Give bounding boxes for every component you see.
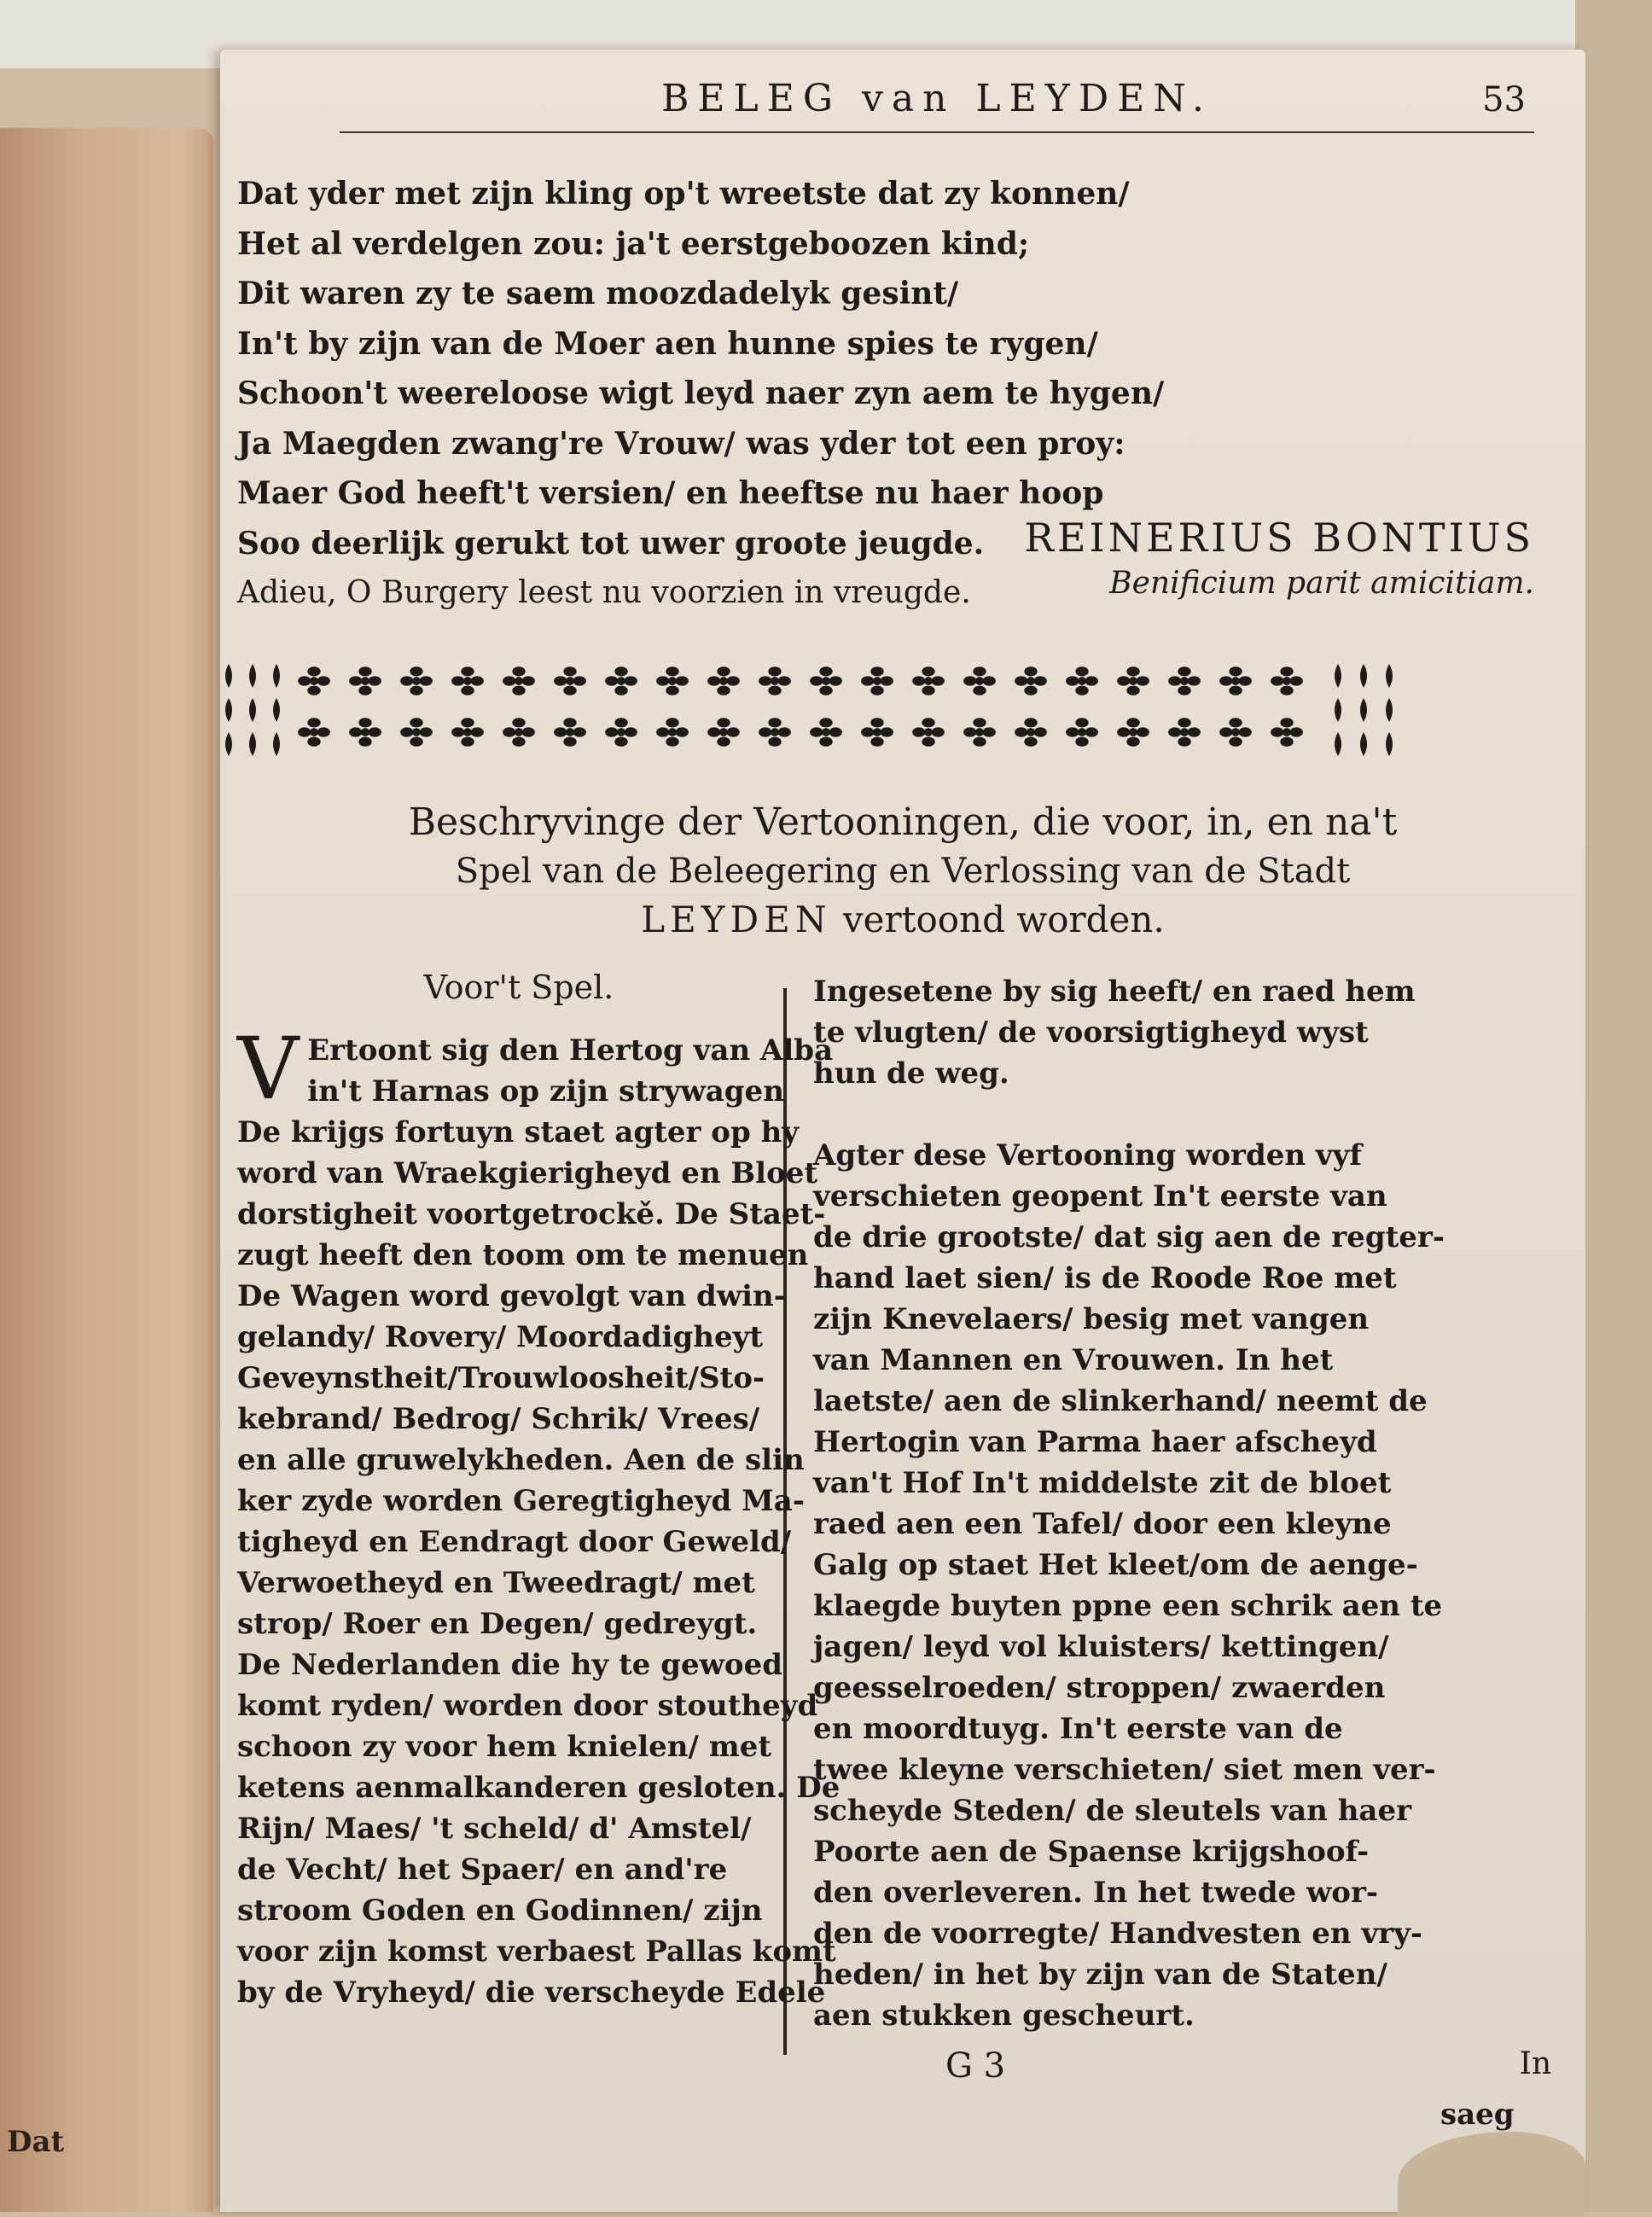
right-column-text-a [813,971,1416,1094]
title-city: LEYDEN [641,899,832,940]
fleuron [1219,666,1252,695]
text-line: verschieten geopent In't eerste van [813,1179,1387,1213]
text-line: gelandy/ Rovery/ Moordadigheyt [237,1320,764,1354]
text-line: De krijgs fortuyn staet agter op hy [237,1115,800,1149]
fleuron [810,666,842,695]
text-line: te vlugten/ de voorsigtigheyd wyst [813,1015,1369,1050]
fleuron [1335,732,1341,756]
fleuron [1271,718,1303,747]
background-edge [1575,0,1652,2212]
text-line: Galg op staet Het kleet/om de aenge- [813,1548,1418,1582]
poem-line: Maer God heeft't versien/ en heeftse nu haer hoop [237,475,1104,511]
text-line: voor zijn komst verbaest Pallas komt [237,1935,836,1969]
section-title-line-3 [220,899,1585,940]
fleuron [759,718,791,747]
fleuron [605,718,637,747]
text-line: zugt heeft den toom om te menuen [237,1238,809,1272]
fleuron [273,664,280,688]
text-line: word van Wraekgierigheyd en Bloet [237,1156,818,1190]
text-line: jagen/ leyd vol kluisters/ kettingen/ [813,1630,1389,1664]
column-heading: Voor't Spel. [423,969,614,1006]
text-line: en moordtuyg. In't eerste van de [813,1712,1343,1746]
text-line: den de voorregte/ Handvesten en vry- [813,1917,1422,1951]
author-name: REINERIUS BONTIUS [1024,515,1534,561]
fleuron [1117,718,1149,747]
fleuron [225,698,232,722]
text-line: hun de weg. [813,1056,1009,1091]
fleuron [1117,666,1149,695]
text-line: stroom Goden en Godinnen/ zijn [237,1894,763,1928]
fleuron [1066,718,1098,747]
poem-line: Adieu, O Burgery leest nu voorzien in vreugde. [237,575,971,610]
fleuron [273,732,280,756]
fleuron [400,666,433,695]
fleuron [225,664,232,688]
fleuron [912,666,945,695]
fleuron [503,718,535,747]
poem-line: Soo deerlijk gerukt tot uwer groote jeugde. [237,525,985,562]
fleuron [810,718,842,747]
fleuron [861,718,893,747]
fleuron [1015,718,1047,747]
fleuron [1271,666,1303,695]
text-line: De Nederlanden die hy te gewoed [237,1648,783,1682]
fleuron [963,718,996,747]
text-line: kebrand/ Bedrog/ Schrik/ Vrees/ [237,1402,760,1436]
text-line: ker zyde worden Geregtigheyd Ma- [237,1484,805,1518]
fleuron [249,698,256,722]
text-line: twee kleyne verschieten/ siet men ver- [813,1753,1436,1787]
left-page-edge [0,128,213,2212]
fleuron [249,732,256,756]
text-line: de Vecht/ het Spaer/ en and're [237,1853,728,1887]
fleuron [1386,698,1393,722]
fleuron [451,718,484,747]
text-line: tigheyd en Eendragt door Geweld/ [237,1525,792,1559]
fleuron [298,718,330,747]
text-line: De Wagen word gevolgt van dwin- [237,1279,786,1313]
text-line: in't Harnas op zijn strywagen [307,1074,784,1108]
fleuron [861,666,893,695]
catchword: In [1519,2046,1551,2081]
book-page [220,49,1585,2212]
fleuron [656,718,689,747]
fleuron [1219,718,1252,747]
fleuron [554,666,586,695]
fleuron [912,718,945,747]
text-line: van't Hof In't middelste zit de bloet [813,1466,1392,1500]
text-line: strop/ Roer en Degen/ gedreygt. [237,1607,758,1641]
fleuron [1066,666,1098,695]
running-header [340,72,1534,133]
signature-mark: G 3 [945,2046,1006,2086]
fleuron [249,664,256,688]
fleuron [1386,664,1393,688]
text-line: Rijn/ Maes/ 't scheld/ d' Amstel/ [237,1812,752,1846]
text-line: ketens aenmalkanderen gesloten. De [237,1771,841,1805]
section-title-line: Spel van de Beleegering en Verlossing van de Stadt [455,852,1351,891]
text-line: Geveynstheit/Trouwloosheit/Sto- [237,1361,765,1395]
right-column-text-b [813,1135,1445,2036]
fleuron [1168,718,1201,747]
torn-corner [1398,2132,1585,2217]
right-column [813,971,1445,2036]
fleuron [1015,666,1047,695]
fleuron [225,732,232,756]
text-line: dorstigheit voortgetrockě. De Staet- [237,1197,826,1231]
fleuron [349,666,381,695]
fleuron [451,666,484,695]
text-line: Poorte aen de Spaense krijgshoof- [813,1835,1370,1869]
text-line: scheyde Steden/ de sleutels van haer [813,1794,1411,1828]
text-line: zijn Knevelaers/ besig met vangen [813,1302,1370,1336]
fleuron [1360,664,1367,688]
text-line: komt ryden/ worden door stoutheyd [237,1689,818,1723]
poem-line: Dit waren zy te saem moozdadelyk gesint/ [237,276,959,311]
fleuron [1335,698,1341,722]
text-line: van Mannen en Vrouwen. In het [813,1343,1334,1377]
left-column [237,967,841,2013]
text-line: den overleveren. In het twede wor- [813,1876,1378,1910]
fleuron [1335,664,1341,688]
text-line: de drie grootste/ dat sig aen de regter- [813,1220,1445,1254]
text-line: Hertogin van Parma haer afscheyd [813,1425,1377,1459]
drop-capital: V [237,1019,300,1119]
author-motto: Benificium parit amicitiam. [1109,566,1534,601]
printers-ornament [220,647,1423,775]
poem-line: Het al verdelgen zou: ja't eerstgeboozen kind; [237,225,1030,262]
poem-line: Dat yder met zijn kling op't wreetste dat zy konnen/ [237,176,1130,212]
fleuron [963,666,996,695]
text-line: laetste/ aen de slinkerhand/ neemt de [813,1384,1428,1418]
fleuron [1386,732,1393,756]
section-title-line: Beschryvinge der Vertooningen, die voor, in, en na't [408,800,1398,844]
text-line: hand laet sien/ is de Roode Roe met [813,1261,1397,1295]
fleuron [503,666,535,695]
fleuron [1360,732,1367,756]
running-head-title: BELEG van LEYDEN. [661,77,1213,120]
poem-line: Ja Maegden zwang're Vrouw/ was yder tot een proy: [237,425,1126,462]
fleuron [707,718,740,747]
fleuron [400,718,433,747]
text-line: Verwoetheyd en Tweedragt/ met [237,1566,755,1600]
text-line: Agter dese Vertooning worden vyf [813,1138,1363,1173]
text-line: schoon zy voor hem knielen/ met [237,1730,772,1764]
title-tail: vertoond worden. [842,899,1165,940]
fleuron [349,718,381,747]
fleuron [707,666,740,695]
torn-fragment: saeg [1440,2098,1515,2132]
fleuron [759,666,791,695]
text-line: en alle gruwelykheden. Aen de slin [237,1443,805,1477]
fleuron [605,666,637,695]
text-line: aen stukken gescheurt. [813,1999,1195,2033]
page-number: 53 [1482,80,1526,119]
text-line: by de Vryheyd/ die verscheyde Edele [237,1976,826,2010]
text-line: raed aen een Tafel/ door een kleyne [813,1507,1392,1541]
text-line: Ingesetene by sig heeft/ en raed hem [813,975,1416,1009]
text-line: heden/ in het by zijn van de Staten/ [813,1958,1387,1992]
text-line: klaegde buyten ppne een schrik aen te [813,1589,1443,1623]
poem-line: Schoon't weereloose wigt leyd naer zyn aem te hygen/ [237,375,1165,411]
fleuron [273,698,280,722]
poem-line: In't by zijn van de Moer aen hunne spies te rygen/ [237,325,1098,362]
left-page-fragment: Dat [7,2125,65,2159]
fleuron [554,718,586,747]
fleuron [1168,666,1201,695]
fleuron [1360,698,1367,722]
left-column-text [237,1019,841,2013]
fleuron [298,666,330,695]
text-line: geesselroeden/ stroppen/ zwaerden [813,1671,1386,1705]
text-line: Ertoont sig den Hertog van Alba [307,1033,834,1068]
fleuron [656,666,689,695]
